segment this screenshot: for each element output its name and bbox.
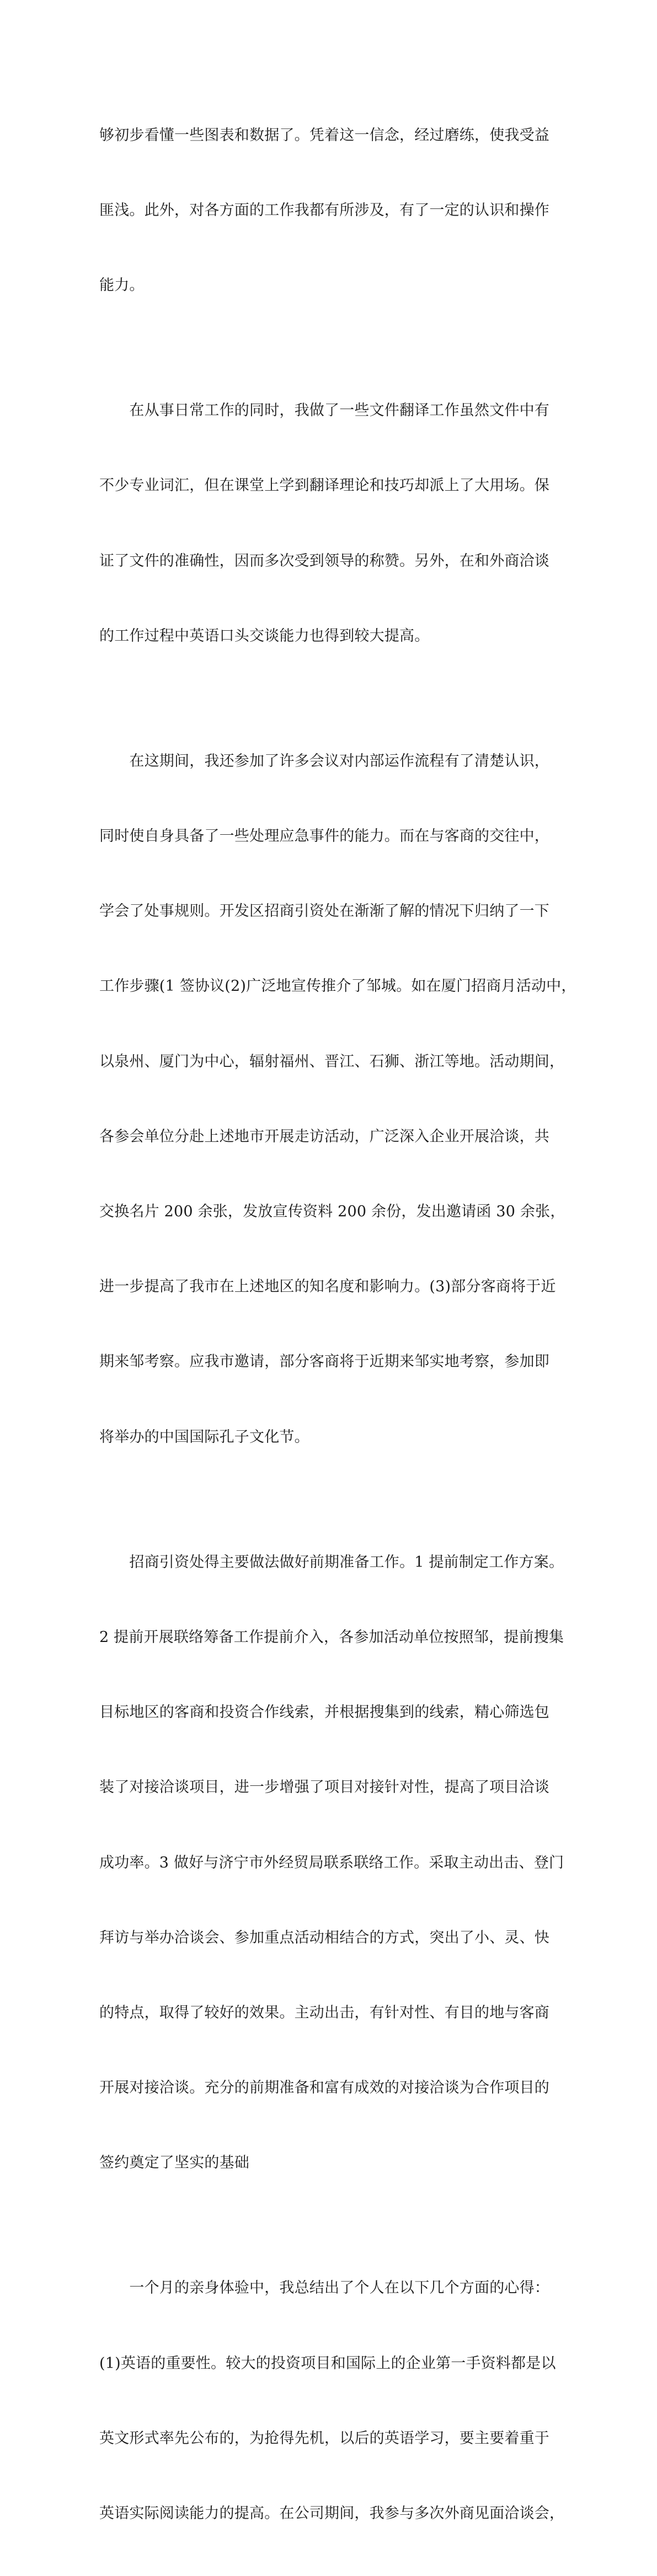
text-line: 各参会单位分赴上述地市开展走访活动，广泛深入企业开展洽谈，共 bbox=[99, 1128, 549, 1145]
text-line: 在这期间，我还参加了许多会议对内部运作流程有了清楚认识， bbox=[99, 752, 549, 770]
text-line: 进一步提高了我市在上述地区的知名度和影响力。(3)部分客商将于近 bbox=[99, 1278, 556, 1296]
text-line: 能力。 bbox=[99, 277, 145, 294]
paragraph-3 bbox=[99, 699, 576, 1500]
document-body bbox=[99, 73, 576, 2576]
text-line: 匪浅。此外，对各方面的工作我都有所涉及，有了一定的认识和操作 bbox=[99, 202, 549, 219]
text-line: 学会了处事规则。开发区招商引资处在渐渐了解的情况下归纳了一下 bbox=[99, 903, 549, 920]
text-line: 一个月的亲身体验中，我总结出了个人在以下几个方面的心得： bbox=[99, 2279, 549, 2297]
text-line: (1)英语的重要性。较大的投资项目和国际上的企业第一手资料都是以 bbox=[99, 2354, 556, 2372]
text-line: 开展对接洽谈。充分的前期准备和富有成效的对接洽谈为合作项目的 bbox=[99, 2079, 549, 2097]
paragraph-2 bbox=[99, 348, 563, 699]
text-line: 以泉州、厦门为中心，辐射福州、晋江、石狮、浙江等地。活动期间， bbox=[99, 1053, 565, 1070]
paragraph-1 bbox=[99, 73, 563, 348]
text-line: 够初步看懂一些图表和数据了。凭着这一信念，经过磨练，使我受益 bbox=[99, 126, 549, 144]
text-line: 在从事日常工作的同时，我做了一些文件翻译工作虽然文件中有 bbox=[99, 402, 549, 420]
text-line: 2 提前开展联络筹备工作提前介入，各参加活动单位按照邹，提前搜集 bbox=[99, 1628, 564, 1646]
text-line: 期来邹考察。应我市邀请，部分客商将于近期来邹实地考察，参加即 bbox=[99, 1353, 549, 1371]
text-line: 拜访与举办洽谈会、参加重点活动相结合的方式，突出了小、灵、快 bbox=[99, 1929, 549, 1946]
text-line: 的工作过程中英语口头交谈能力也得到较大提高。 bbox=[99, 627, 430, 645]
text-line: 签约奠定了坚实的基础 bbox=[99, 2154, 249, 2172]
text-line: 交换名片 200 余张，发放宣传资料 200 余份，发出邀请函 30 余张， bbox=[99, 1203, 565, 1221]
text-line: 证了文件的准确性，因而多次受到领导的称赞。另外，在和外商洽谈 bbox=[99, 552, 549, 570]
text-line: 招商引资处得主要做法做好前期准备工作。1 提前制定工作方案。 bbox=[99, 1553, 564, 1571]
text-line: 装了对接洽谈项目，进一步增强了项目对接针对性，提高了项目洽谈 bbox=[99, 1779, 549, 1796]
text-line: 工作步骤(1 签协议(2)广泛地宣传推介了邹城。如在厦门招商月活动中， bbox=[99, 978, 576, 995]
text-line: 英语实际阅读能力的提高。在公司期间，我参与多次外商见面洽谈会， bbox=[99, 2504, 565, 2522]
text-line: 目标地区的客商和投资合作线索，并根据搜集到的线索，精心筛选包 bbox=[99, 1704, 549, 1721]
text-line: 不少专业词汇，但在课堂上学到翻译理论和技巧却派上了大用场。保 bbox=[99, 477, 549, 495]
text-line: 成功率。3 做好与济宁市外经贸局联系联络工作。采取主动出击、登门 bbox=[99, 1854, 564, 1871]
paragraph-5 bbox=[99, 2226, 563, 2576]
text-line: 将举办的中国国际孔子文化节。 bbox=[99, 1428, 309, 1446]
text-line: 的特点，取得了较好的效果。主动出击，有针对性、有目的地与客商 bbox=[99, 2004, 549, 2021]
text-line: 同时使自身具备了一些处理应急事件的能力。而在与客商的交往中， bbox=[99, 828, 549, 845]
text-line: 英文形式率先公布的，为抢得先机，以后的英语学习，要主要着重于 bbox=[99, 2429, 549, 2447]
paragraph-4 bbox=[99, 1500, 563, 2226]
